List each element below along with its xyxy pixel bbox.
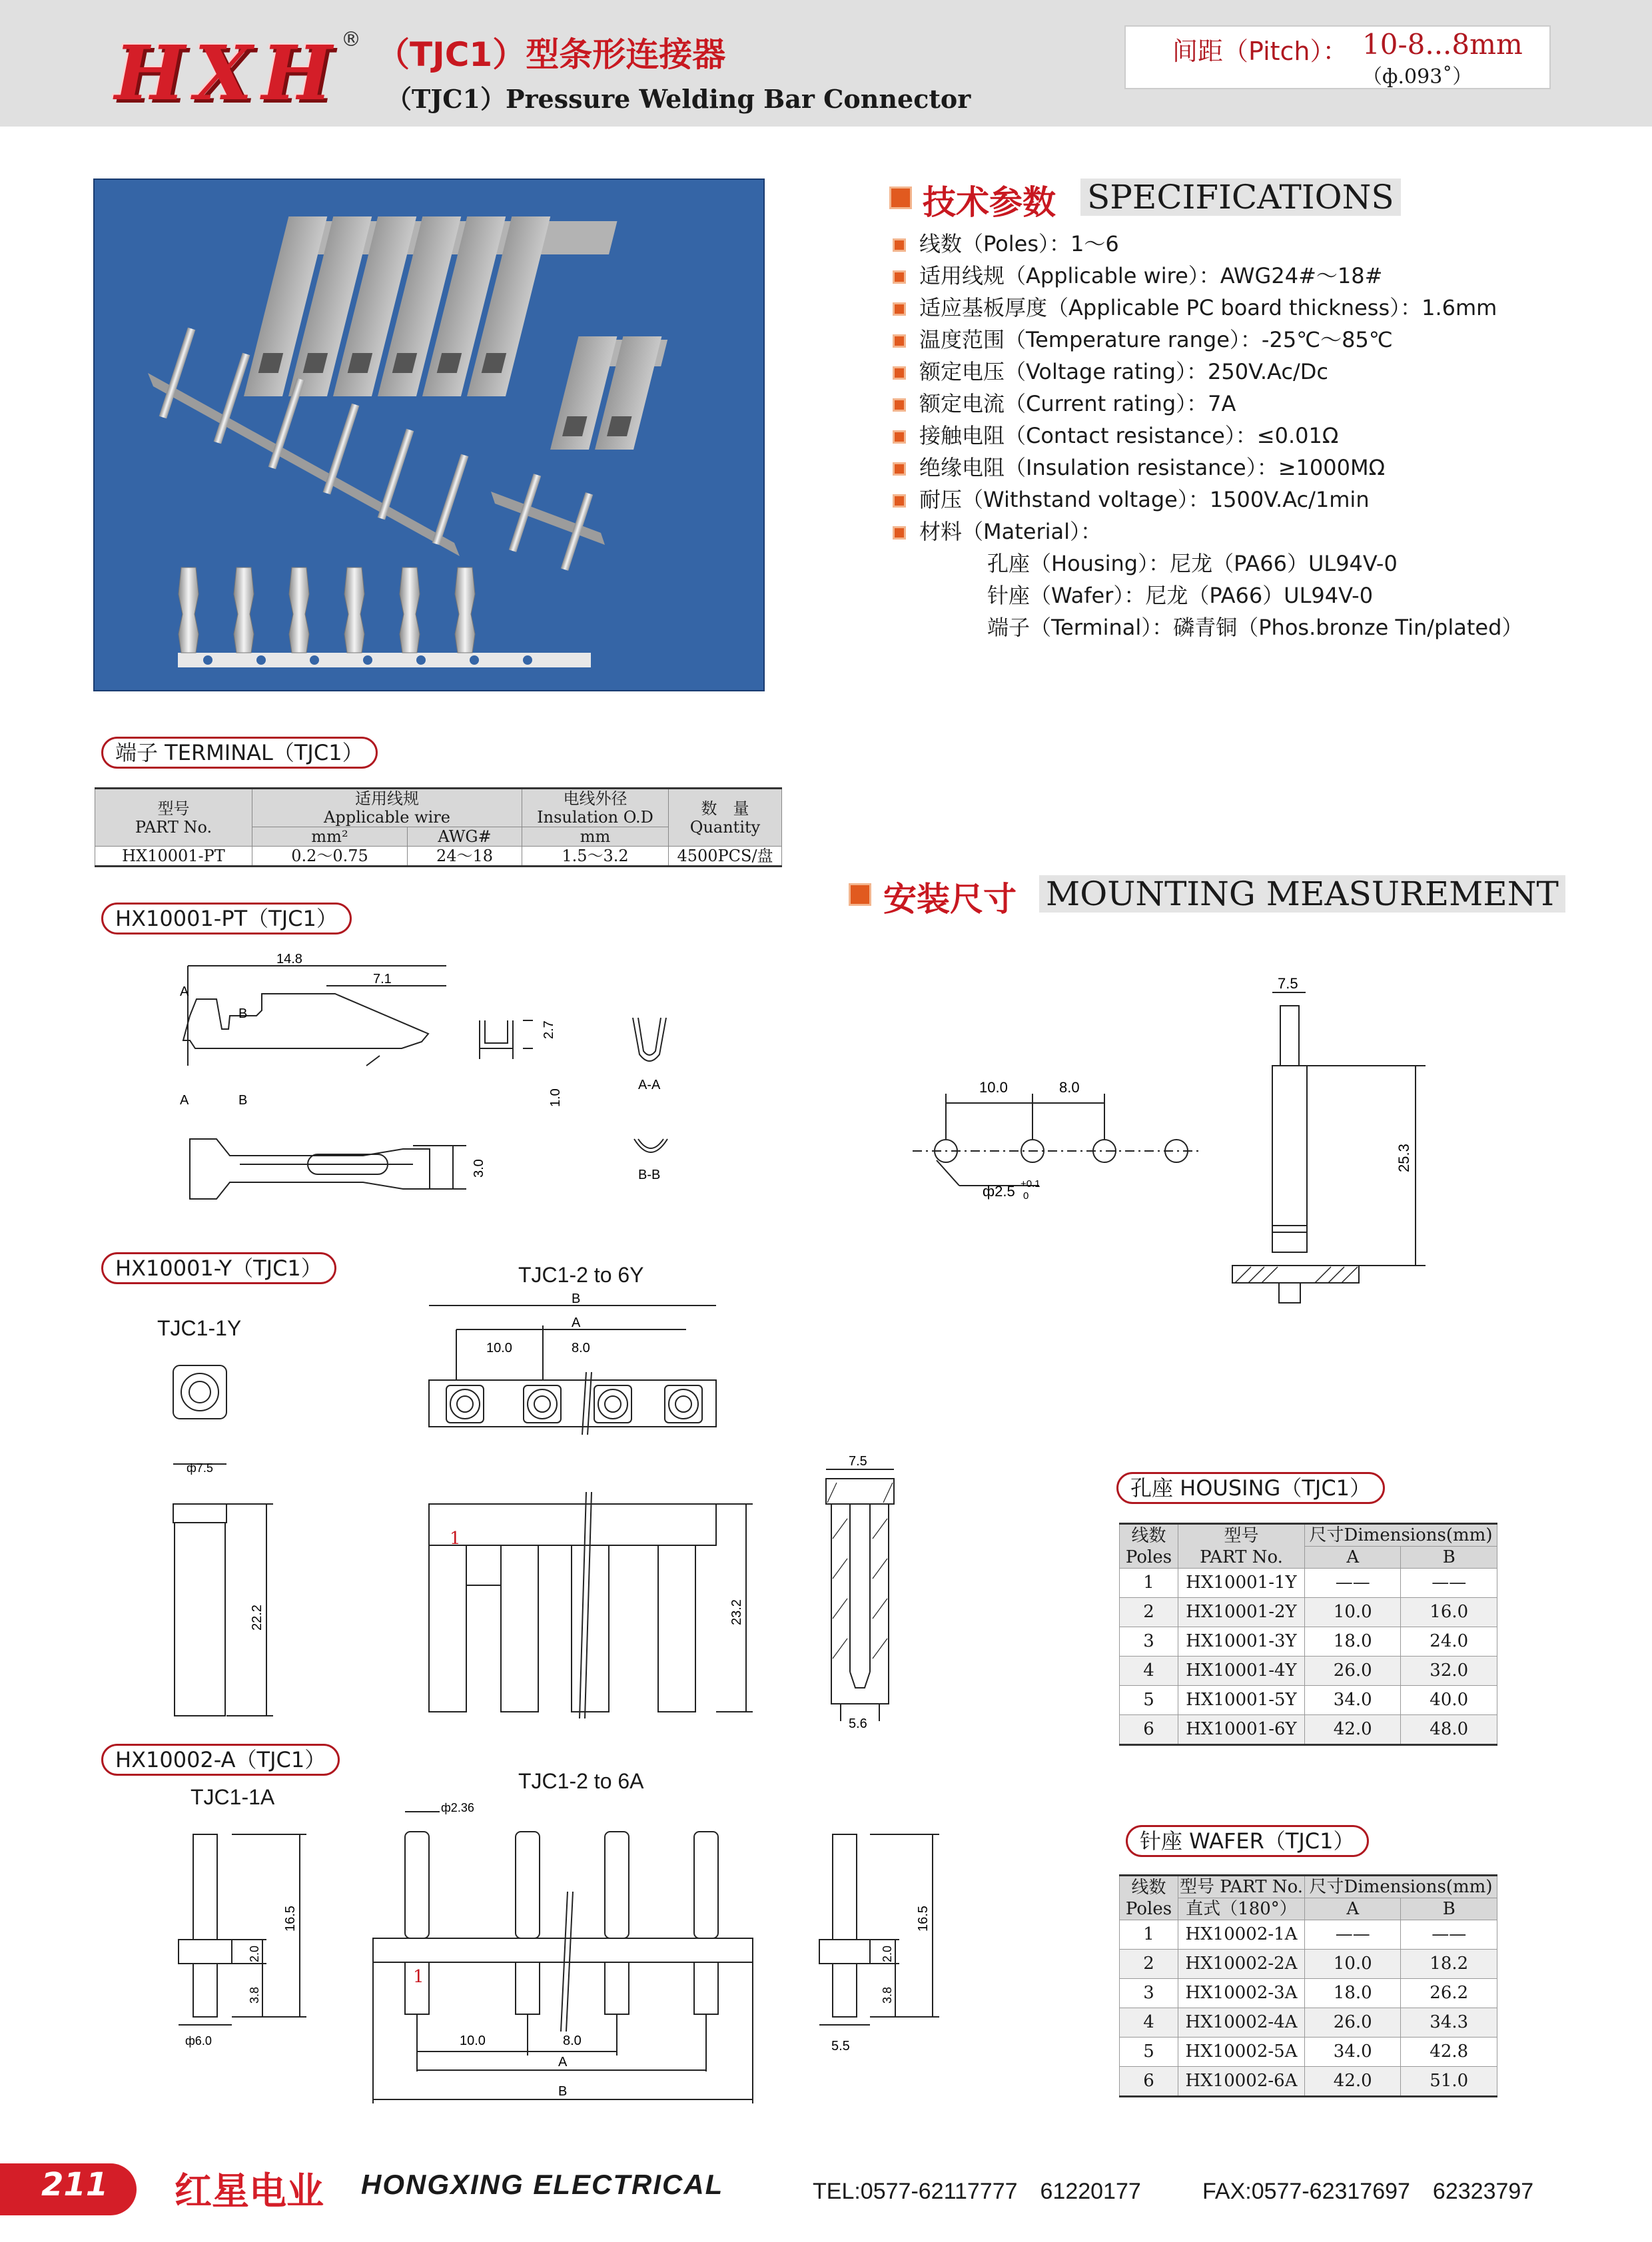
bullet-icon xyxy=(893,398,906,412)
housing-drawing-label: HX10001-Y（TJC1） xyxy=(101,1252,336,1284)
table-row: 4 HX10001-4Y 26.0 32.0 xyxy=(1120,1657,1497,1686)
housing-section-drawing xyxy=(817,1452,910,1732)
header-poles: 线数 Poles xyxy=(1120,1876,1178,1920)
dim-16-5: 16.5 xyxy=(916,1906,931,1932)
section-letter: B xyxy=(238,1006,248,1021)
bullet-icon xyxy=(893,430,906,444)
pin-one-marker: 1 xyxy=(413,1967,424,1987)
wafer-multi-title: TJC1-2 to 6A xyxy=(518,1769,644,1793)
table-row: 2 HX10002-2A 10.0 18.2 xyxy=(1120,1950,1497,1979)
housing-single-title: TJC1-1Y xyxy=(157,1316,242,1340)
table-row: 6 HX10001-6Y 42.0 48.0 xyxy=(1120,1715,1497,1745)
bullet-icon xyxy=(893,238,906,252)
bullet-icon xyxy=(893,302,906,316)
dim-2-0: 2.0 xyxy=(881,1945,894,1962)
housing-multi-title: TJC1-2 to 6Y xyxy=(518,1263,644,1287)
dim-a: A xyxy=(572,1315,581,1330)
section-letter: A xyxy=(180,1093,189,1108)
dim-phi-6: ф6.0 xyxy=(185,2034,212,2048)
dim-2-0: 2.0 xyxy=(248,1945,261,1962)
dim-5-6: 5.6 xyxy=(849,1716,867,1731)
title-chinese: （TJC1）型条形连接器 xyxy=(376,35,726,74)
spec-item: 温度范围（Temperature range）：-25℃～85℃ xyxy=(893,326,1523,353)
table-row: 1 HX10001-1Y —— —— xyxy=(1120,1569,1497,1598)
dim-b: B xyxy=(572,1292,581,1306)
dim-b: B xyxy=(558,2084,568,2099)
wafer-multi-drawing xyxy=(366,1792,779,2111)
dim-8: 8.0 xyxy=(1059,1079,1080,1096)
dim-3-8: 3.8 xyxy=(248,1986,261,2004)
spec-list xyxy=(893,230,1523,641)
table-row: 3 HX10002-3A 18.0 26.2 xyxy=(1120,1979,1497,2008)
header-dims: 尺寸Dimensions(mm) xyxy=(1305,1876,1497,1898)
terminal-drawing xyxy=(160,952,706,1252)
spec-section-marker xyxy=(889,187,912,209)
spec-title-en: SPECIFICATIONS xyxy=(1080,179,1401,216)
header-a: A xyxy=(1305,1898,1401,1920)
spec-item: 接触电阻（Contact resistance）：≤0.01Ω xyxy=(893,422,1523,449)
section-letter: A xyxy=(180,984,189,999)
product-photo xyxy=(93,179,765,691)
dim-7-1: 7.1 xyxy=(373,972,392,986)
dim-8: 8.0 xyxy=(572,1341,590,1355)
header-wire: 适用线规 Applicable wire xyxy=(252,789,522,827)
table-row: 6 HX10002-6A 42.0 51.0 xyxy=(1120,2067,1497,2097)
dim-1-0: 1.0 xyxy=(548,1088,563,1107)
section-bb: B-B xyxy=(638,1168,661,1182)
dim-10: 10.0 xyxy=(460,2034,486,2048)
dim-10: 10.0 xyxy=(486,1341,512,1355)
pin-one-marker: 1 xyxy=(450,1529,461,1549)
hxh-logo: HXH xyxy=(115,30,342,117)
registered-mark: ® xyxy=(341,28,361,51)
spec-item: 适用线规（Applicable wire）：AWG24#～18# xyxy=(893,262,1523,289)
material-item: 端子（Terminal）：磷青铜（Phos.bronze Tin/plated） xyxy=(987,615,1523,640)
section-letter: B xyxy=(238,1093,248,1108)
bullet-icon xyxy=(893,526,906,540)
header-b: B xyxy=(1401,1898,1497,1920)
table-row: 3 HX10001-3Y 18.0 24.0 xyxy=(1120,1627,1497,1657)
dim-phi-7-5: ф7.5 xyxy=(187,1461,213,1475)
housing-table-label: 孔座 HOUSING（TJC1） xyxy=(1116,1472,1385,1504)
header-od: 电线外径 Insulation O.D xyxy=(522,789,669,827)
header-a: A xyxy=(1305,1547,1401,1569)
dim-8: 8.0 xyxy=(563,2034,582,2048)
fax: FAX:0577-62317697 62323797 xyxy=(1202,2179,1534,2204)
header-style: 直式（180°） xyxy=(1178,1898,1305,1920)
company-name-en: HONGXING ELECTRICAL xyxy=(361,2169,724,2200)
mounting-section-marker xyxy=(849,883,871,906)
table-row: 4 HX10002-4A 26.0 34.3 xyxy=(1120,2008,1497,2038)
bullet-icon xyxy=(893,270,906,284)
dim-14-8: 14.8 xyxy=(276,952,302,966)
page-number: 211 xyxy=(41,2166,109,2203)
housing-single-drawing xyxy=(160,1352,293,1725)
material-item: 针座（Wafer）：尼龙（PA66）UL94V-0 xyxy=(987,583,1374,608)
mounting-title-en: MOUNTING MEASUREMENT xyxy=(1039,875,1565,913)
header-part: 型号 PART No. xyxy=(1178,1876,1305,1898)
mounting-side-drawing xyxy=(1226,972,1439,1325)
table-row: 5 HX10002-5A 34.0 42.8 xyxy=(1120,2038,1497,2067)
table-row: 2 HX10001-2Y 10.0 16.0 xyxy=(1120,1598,1497,1627)
dim-16-5: 16.5 xyxy=(283,1906,298,1932)
dim-hole: ф2.5 xyxy=(983,1183,1015,1200)
dim-2-7: 2.7 xyxy=(542,1020,556,1039)
bullet-icon xyxy=(893,334,906,348)
terminal-drawing-label: HX10001-PT（TJC1） xyxy=(101,903,352,934)
spec-item: 适应基板厚度（Applicable PC board thickness）：1.6mm xyxy=(893,294,1523,321)
spec-item: 线数（Poles）：1～6 xyxy=(893,230,1523,257)
connector-photo-illustration xyxy=(95,180,763,690)
title-english: （TJC1）Pressure Welding Bar Connector xyxy=(386,84,971,114)
dim-a: A xyxy=(558,2055,568,2069)
dim-7-5: 7.5 xyxy=(849,1454,867,1469)
wafer-side-drawing xyxy=(806,1825,946,2065)
header-qty: 数 量 Quantity xyxy=(669,789,782,847)
bullet-icon xyxy=(893,366,906,380)
header-poles: 线数 Poles xyxy=(1120,1524,1178,1569)
dim-23-2: 23.2 xyxy=(729,1599,744,1625)
header-part: 型号 PART No. xyxy=(1178,1524,1305,1569)
dim-phi-2-36: ф2.36 xyxy=(441,1801,474,1814)
dim-3-8: 3.8 xyxy=(881,1986,894,2004)
dim-22-2: 22.2 xyxy=(250,1605,264,1631)
pitch-value: 10-8...8mm xyxy=(1362,28,1523,61)
wafer-table-label: 针座 WAFER（TJC1） xyxy=(1126,1825,1369,1857)
table-row: 5 HX10001-5Y 34.0 40.0 xyxy=(1120,1686,1497,1715)
dim-tol-zero: 0 xyxy=(1023,1190,1029,1202)
header-awg: AWG# xyxy=(408,827,522,847)
dim-7-5: 7.5 xyxy=(1278,975,1298,992)
bullet-icon xyxy=(893,494,906,508)
mounting-title-cn: 安装尺寸 xyxy=(883,880,1017,919)
dim-3-0: 3.0 xyxy=(472,1159,486,1178)
wafer-single-drawing xyxy=(167,1825,320,2065)
company-name-cn: 红星电业 xyxy=(175,2170,324,2213)
header-b: B xyxy=(1401,1547,1497,1569)
housing-multi-drawing xyxy=(420,1292,806,1718)
spec-item: 耐压（Withstand voltage）：1500V.Ac/1min xyxy=(893,486,1523,513)
wafer-drawing-label: HX10002-A（TJC1） xyxy=(101,1744,340,1776)
header-od-unit: mm xyxy=(522,827,669,847)
spec-title-cn: 技术参数 xyxy=(923,183,1056,222)
telephone: TEL:0577-62117777 61220177 xyxy=(813,2179,1141,2204)
terminal-table xyxy=(95,787,782,867)
spec-item: 额定电流（Current rating）：7A xyxy=(893,390,1523,417)
table-row: 1 HX10002-1A —— —— xyxy=(1120,1920,1497,1950)
spec-item: 绝缘电阻（Insulation resistance）：≥1000MΩ xyxy=(893,454,1523,481)
dim-25-3: 25.3 xyxy=(1396,1144,1412,1172)
dim-5-5: 5.5 xyxy=(831,2039,850,2054)
header-dims: 尺寸Dimensions(mm) xyxy=(1305,1524,1497,1547)
material-item: 孔座（Housing）：尼龙（PA66）UL94V-0 xyxy=(987,551,1398,576)
section-aa: A-A xyxy=(638,1078,661,1092)
terminal-label: 端子 TERMINAL（TJC1） xyxy=(101,737,378,769)
wafer-single-title: TJC1-1A xyxy=(191,1785,275,1809)
spec-item: 额定电压（Voltage rating）：250V.Ac/Dc xyxy=(893,358,1523,385)
header-mm2: mm² xyxy=(252,827,408,847)
wafer-table xyxy=(1119,1874,1497,2097)
housing-table xyxy=(1119,1523,1497,1746)
bullet-icon xyxy=(893,462,906,476)
pitch-label: 间距（Pitch）： xyxy=(1172,37,1348,66)
spec-item: 材料（Material）： xyxy=(893,518,1523,545)
table-row: HX10001-PT 0.2～0.75 24～18 1.5～3.2 4500PCS/盘 xyxy=(95,847,782,867)
pitch-sub: （ф.093˚） xyxy=(1362,65,1473,89)
dim-10: 10.0 xyxy=(979,1079,1008,1096)
dim-tol-plus: +0.1 xyxy=(1021,1178,1040,1190)
pcb-hole-drawing xyxy=(906,1066,1206,1219)
header-part: 型号 PART No. xyxy=(95,789,252,847)
